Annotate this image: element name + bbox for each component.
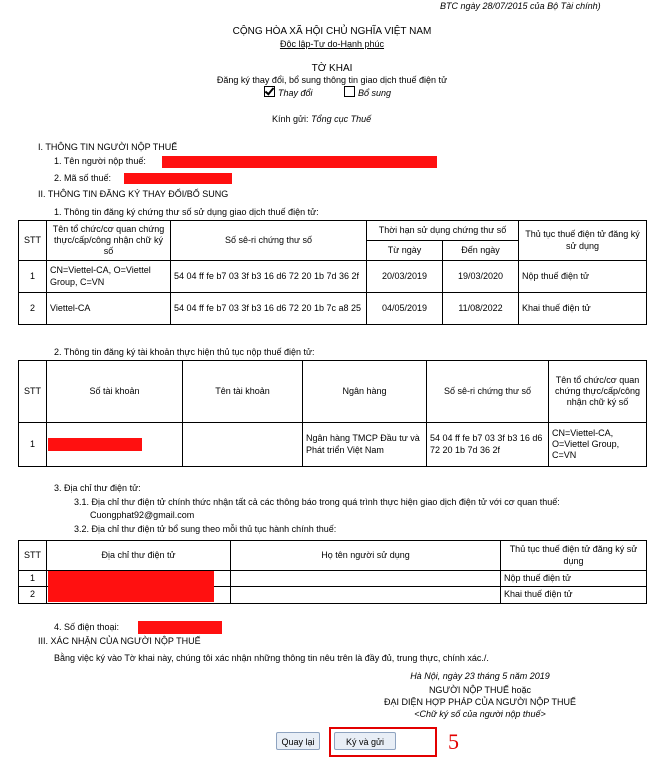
- confirmation-statement: Bằng việc ký vào Tờ khai này, chúng tôi xác nhận những thông tin nêu trên là đầy đủ, trung thực, chính xác./.: [54, 653, 489, 663]
- cert-cell-from: 20/03/2019: [367, 261, 443, 293]
- cert-cell-serial: 54 04 ff fe b7 03 3f b3 16 d6 72 20 1b 7d 36 2f: [171, 261, 367, 293]
- cert-header-org: Tên tổ chức/cơ quan chứng thực/cấp/công nhận chữ ký số: [47, 221, 171, 261]
- cert-header-to: Đến ngày: [443, 241, 519, 261]
- header-note: BTC ngày 28/07/2015 của Bộ Tài chính): [440, 1, 601, 11]
- email-header-stt: STT: [19, 541, 47, 571]
- cert-cell-from: 04/05/2019: [367, 293, 443, 325]
- bank-cell-org: CN=Viettel-CA, O=Viettel Group, C=VN: [549, 423, 647, 467]
- bank-cell-serial: 54 04 ff fe b7 03 3f b3 16 d6 72 20 1b 7d 36 2f: [427, 423, 549, 467]
- bank-header-serial: Số sê-ri chứng thư số: [427, 361, 549, 423]
- table-row: [19, 293, 647, 325]
- nation-title: CỘNG HÒA XÃ HỘI CHỦ NGHĨA VIỆT NAM: [232, 26, 432, 37]
- section2-title: II. THÔNG TIN ĐĂNG KÝ THAY ĐỔI/BỔ SUNG: [38, 189, 229, 199]
- email-cell-procedure: Nộp thuế điện tử: [501, 571, 647, 587]
- option-supplement[interactable]: Bổ sung: [344, 86, 391, 99]
- motto: Độc lập-Tự do-Hạnh phúc: [279, 39, 385, 49]
- bank-cell-account-name: [183, 423, 303, 467]
- checkbox-checked-icon[interactable]: [264, 86, 275, 97]
- email-cell-user: [231, 571, 501, 587]
- email-section-title: 3. Địa chỉ thư điện tử:: [54, 483, 141, 493]
- back-button[interactable]: Quay lại: [276, 732, 320, 750]
- bank-section-title: 2. Thông tin đăng ký tài khoản thực hiện thủ tục nộp thuế điện tử:: [54, 347, 315, 357]
- cert-header-procedure: Thủ tục thuế điện tử đăng ký sử dụng: [519, 221, 647, 261]
- cert-cell-org: Viettel-CA: [47, 293, 171, 325]
- redacted-taxpayer-name: [162, 156, 437, 168]
- form-title: TỜ KHAI: [311, 63, 353, 74]
- checkbox-unchecked-icon[interactable]: [344, 86, 355, 97]
- cert-header-stt: STT: [19, 221, 47, 261]
- signature-line2: ĐẠI DIỆN HỢP PHÁP CỦA NGƯỜI NỘP THUẾ: [384, 697, 576, 707]
- email-header-procedure: Thủ tục thuế điện tử đăng ký sử dụng: [501, 541, 647, 571]
- signature-line1: NGƯỜI NỘP THUẾ hoặc: [428, 685, 532, 695]
- email-cell-user: [231, 587, 501, 603]
- step-number: 5: [448, 729, 459, 754]
- cert-table: [18, 220, 647, 325]
- redacted-email-addresses: [48, 571, 214, 602]
- phone-label: 4. Số điện thoại:: [54, 622, 120, 632]
- recipient: Kính gửi: Tổng cục Thuế: [272, 114, 372, 124]
- cert-cell-stt: 1: [19, 261, 47, 293]
- form-subtitle: Đăng ký thay đổi, bổ sung thông tin giao dịch thuế điện tử: [216, 75, 448, 85]
- email-main-value: Cuongphat92@gmail.com: [90, 510, 195, 520]
- email-main-label: 3.1. Địa chỉ thư điện tử chính thức nhận tất cả các thông báo trong quá trình thực hiện giao dịch điện tử với cơ quan thuế:: [74, 497, 560, 507]
- bank-cell-stt: 1: [19, 423, 47, 467]
- signature-date: Hà Nội, ngày 23 tháng 5 năm 2019: [410, 671, 550, 681]
- cert-cell-procedure: Nộp thuế điện tử: [519, 261, 647, 293]
- cert-cell-org: CN=Viettel-CA, O=Viettel Group, C=VN: [47, 261, 171, 293]
- cert-cell-to: 19/03/2020: [443, 261, 519, 293]
- bank-header-account-name: Tên tài khoản: [183, 361, 303, 423]
- redacted-account-number: [48, 438, 142, 451]
- cert-cell-stt: 2: [19, 293, 47, 325]
- redacted-tax-id: [124, 173, 232, 184]
- bank-header-account-no: Số tài khoản: [47, 361, 183, 423]
- bank-cell-bank: Ngân hàng TMCP Đầu tư và Phát triển Việt Nam: [303, 423, 427, 467]
- email-cell-procedure: Khai thuế điện tử: [501, 587, 647, 603]
- cert-section-title: 1. Thông tin đăng ký chứng thư số sử dụng giao dịch thuế điện tử:: [54, 207, 319, 217]
- option-change[interactable]: Thay đổi: [264, 86, 313, 99]
- taxpayer-name-label: 1. Tên người nộp thuế:: [54, 156, 146, 166]
- cert-header-from: Từ ngày: [367, 241, 443, 261]
- bank-header-org: Tên tổ chức/cơ quan chứng thực/cấp/công nhận chữ ký số: [549, 361, 647, 423]
- email-cell-stt: 2: [19, 587, 47, 603]
- email-cell-stt: 1: [19, 571, 47, 587]
- sign-and-send-button[interactable]: Ký và gửi: [334, 732, 396, 750]
- email-header-address: Địa chỉ thư điện tử: [47, 541, 231, 571]
- redacted-phone: [138, 621, 222, 634]
- section3-title: III. XÁC NHẬN CỦA NGƯỜI NỘP THUẾ: [38, 636, 201, 646]
- email-extra-label: 3.2. Địa chỉ thư điện tử bổ sung theo mỗi thủ tục hành chính thuế:: [74, 524, 337, 534]
- cert-header-period: Thời hạn sử dụng chứng thư số: [367, 221, 519, 241]
- bank-header-bank: Ngân hàng: [303, 361, 427, 423]
- table-row: [19, 261, 647, 293]
- cert-cell-procedure: Khai thuế điện tử: [519, 293, 647, 325]
- email-header-user: Họ tên người sử dụng: [231, 541, 501, 571]
- cert-header-serial: Số sê-ri chứng thư số: [171, 221, 367, 261]
- tax-id-label: 2. Mã số thuế:: [54, 173, 112, 183]
- cert-cell-to: 11/08/2022: [443, 293, 519, 325]
- section1-title: I. THÔNG TIN NGƯỜI NỘP THUẾ: [38, 142, 178, 152]
- cert-cell-serial: 54 04 ff fe b7 03 3f b3 16 d6 72 20 1b 7c a8 25: [171, 293, 367, 325]
- signature-line3: <Chữ ký số của người nộp thuế>: [414, 709, 546, 719]
- bank-header-stt: STT: [19, 361, 47, 423]
